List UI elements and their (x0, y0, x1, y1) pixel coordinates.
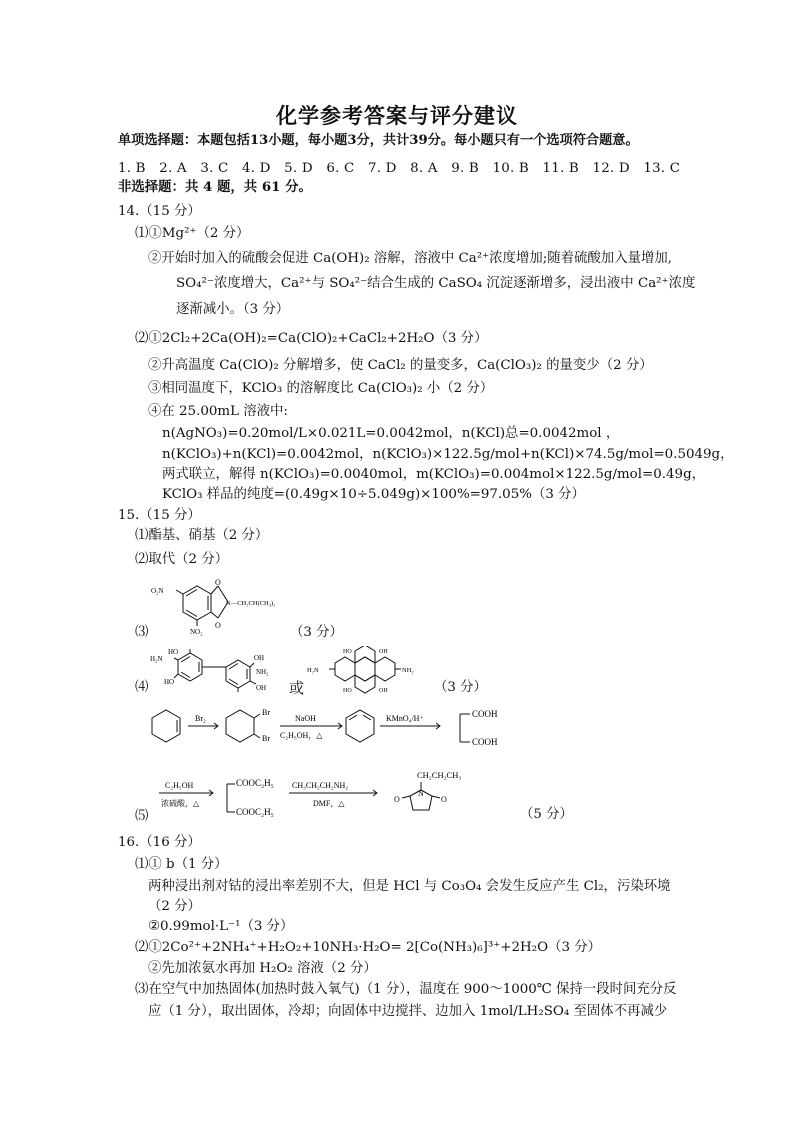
q15-4-oh-label: OH (256, 684, 267, 692)
q14-line: 两式联立，解得 n(KClO₃)=0.0040mol，m(KClO₃)=0.004mol×122.5g/mol=0.49g， (162, 467, 706, 482)
q15-4b-h2n-label: H₂N (307, 667, 319, 674)
q15-5-route-step1 (140, 702, 520, 762)
q15-5-o-label: O (394, 795, 400, 804)
q16-line: （2 分） (148, 899, 201, 914)
q15-5-cooh-label: COOH (472, 709, 498, 719)
multiple-choice-answers: 1. B 2. A 3. C 4. D 5. D 6. C 7. D 8. A 9. B 10. B 11. B 12. D 13. C (118, 161, 681, 176)
q15-5-route-step2 (155, 766, 495, 824)
q15-4-ho-label: HO (168, 648, 179, 656)
q15-3-structure (148, 578, 296, 640)
q14-line: ②开始时加入的硫酸会促进 Ca(OH)₂ 溶解，溶液中 Ca²⁺浓度增加;随着硫酸加入量增加, (148, 251, 673, 266)
q14-line: ⑴①Mg²⁺（2 分） (135, 226, 250, 241)
q15-4-biphenyl-structure (148, 646, 288, 696)
q15-5-ester-label: COOC₂H₅ (236, 778, 274, 788)
q16-line: 两种浸出剂对钴的浸出率差别不大，但是 HCl 与 Co₃O₄ 会发生反应产生 Cl₂，污染环境 (148, 879, 671, 894)
q15-4-fused-ring-structure (305, 646, 435, 694)
q15-5-ester-label: COOC₂H₅ (236, 807, 274, 817)
q15-3-o-label: O (215, 621, 221, 630)
q15-5-cooh-label: COOH (472, 737, 498, 747)
q15-5-n-label: N (418, 789, 424, 798)
q14-line: ③相同温度下，KClO₃ 的溶解度比 Ca(ClO₃)₂ 小（2 分） (148, 381, 494, 396)
q15-heading: 15.（15 分） (118, 508, 201, 523)
q16-line: ⑴① b（1 分） (135, 857, 228, 872)
q15-3-label: ⑶ (135, 625, 149, 640)
q15-4-score: （3 分） (434, 680, 487, 695)
q15-4b-nh2-label: NH₂ (402, 667, 414, 674)
q15-line: ⑵取代（2 分） (135, 552, 229, 567)
q15-4b-ho-label: HO (343, 688, 352, 694)
q15-3-chain-label: N—CH₂CH(CH₃)₂ (226, 600, 276, 607)
q15-4-label: ⑷ (135, 680, 149, 695)
q14-heading: 14.（15 分） (118, 204, 201, 219)
q15-5-label: ⑸ (135, 809, 149, 824)
q15-5-dmf-label: DMF，△ (313, 799, 345, 808)
q14-line: n(KClO₃)+n(KCl)=0.0042mol，n(KClO₃)×122.5g/mol+n(KCl)×74.5g/mol=0.5049g， (162, 447, 734, 462)
q15-line: ⑴酯基、硝基（2 分） (135, 528, 269, 543)
q14-line: 逐渐减小。（3 分） (176, 302, 290, 317)
q16-line: 应（1 分），取出固体，冷却；向固体中边搅拌、边加入 1mol/LH₂SO₄ 至固体不再减少 (148, 1004, 668, 1019)
q14-line: ②升高温度 Ca(ClO)₂ 分解增多，使 CaCl₂ 的量变多，Ca(ClO₃)₂ 的量变少（2 分） (148, 358, 653, 373)
section-single-choice: 单项选择题：本题包括13小题，每小题3分，共计39分。每小题只有一个选项符合题意。 (118, 133, 639, 148)
page-title: 化学参考答案与评分建议 (276, 103, 518, 128)
q16-line: ⑵①2Co²⁺+2NH₄⁺+H₂O₂+10NH₃·H₂O= 2[Co(NH₃)₆]³⁺+2H₂O（3 分） (135, 940, 602, 955)
q15-4-h2n-label: H₂N (150, 655, 163, 663)
q15-5-naoh-label: NaOH (295, 714, 316, 723)
q16-line: ②0.99mol·L⁻¹（3 分） (148, 919, 294, 934)
q15-5-score: （5 分） (520, 807, 573, 822)
q15-5-br-label: Br (262, 708, 270, 717)
q15-5-ethanol-heat-label: C₂H₅OH，△ (280, 731, 323, 740)
q15-4b-oh-label: OH (379, 649, 388, 655)
q15-5-kmno4-label: KMnO₄/H⁺ (386, 714, 424, 723)
q15-4-or: 或 (289, 679, 305, 697)
q15-5-propylamine-label: CH₃CH₂CH₂NH₂ (292, 781, 349, 790)
q15-4b-oh-label: OH (379, 688, 388, 694)
q15-5-ethanol-label: C₂H₅OH (165, 781, 194, 790)
q14-line: ④在 25.00mL 溶液中: (148, 404, 288, 419)
q15-3-o2n-label: O₂N (151, 587, 164, 595)
q14-line: KClO₃ 样品的纯度=(0.49g×10÷5.049g)×100%=97.05%（3 分） (162, 487, 585, 502)
q15-4b-ho-label: HO (343, 649, 352, 655)
q15-5-conc-acid-label: 浓硫酸，△ (161, 799, 200, 808)
q15-5-br-label: Br (262, 734, 270, 743)
section-non-choice: 非选择题：共 4 题，共 61 分。 (118, 179, 312, 195)
q16-line: ②先加浓氨水再加 H₂O₂ 溶液（2 分） (148, 961, 377, 976)
q16-line: ⑶在空气中加热固体(加热时鼓入氧气)（1 分），温度在 900～1000℃ 保持一段时间充分反 (135, 982, 677, 997)
q15-3-no2-label: NO₂ (190, 628, 203, 636)
q14-line: SO₄²⁻浓度增大，Ca²⁺与 SO₄²⁻结合生成的 CaSO₄ 沉淀逐渐增多，浸出液中 Ca²⁺浓度 (176, 276, 696, 291)
q15-4-nh2-label: NH₂ (256, 668, 269, 676)
q15-3-o-label: O (215, 578, 221, 587)
q15-5-br2-label: Br₂ (195, 714, 206, 723)
q14-line: n(AgNO₃)=0.20mol/L×0.021L=0.0042mol，n(KCl)总=0.0042mol ， (162, 426, 620, 441)
q14-line: ⑵①2Cl₂+2Ca(OH)₂=Ca(ClO)₂+CaCl₂+2H₂O（3 分） (135, 331, 488, 346)
q15-3-score: （3 分） (290, 625, 343, 640)
q16-heading: 16.（16 分） (118, 835, 201, 850)
q15-5-propyl-label: CH₂CH₂CH₃ (417, 770, 462, 780)
q15-4-ho-label: HO (164, 678, 175, 686)
q15-4-oh-label: OH (254, 654, 265, 662)
q15-5-o-label: O (441, 795, 447, 804)
